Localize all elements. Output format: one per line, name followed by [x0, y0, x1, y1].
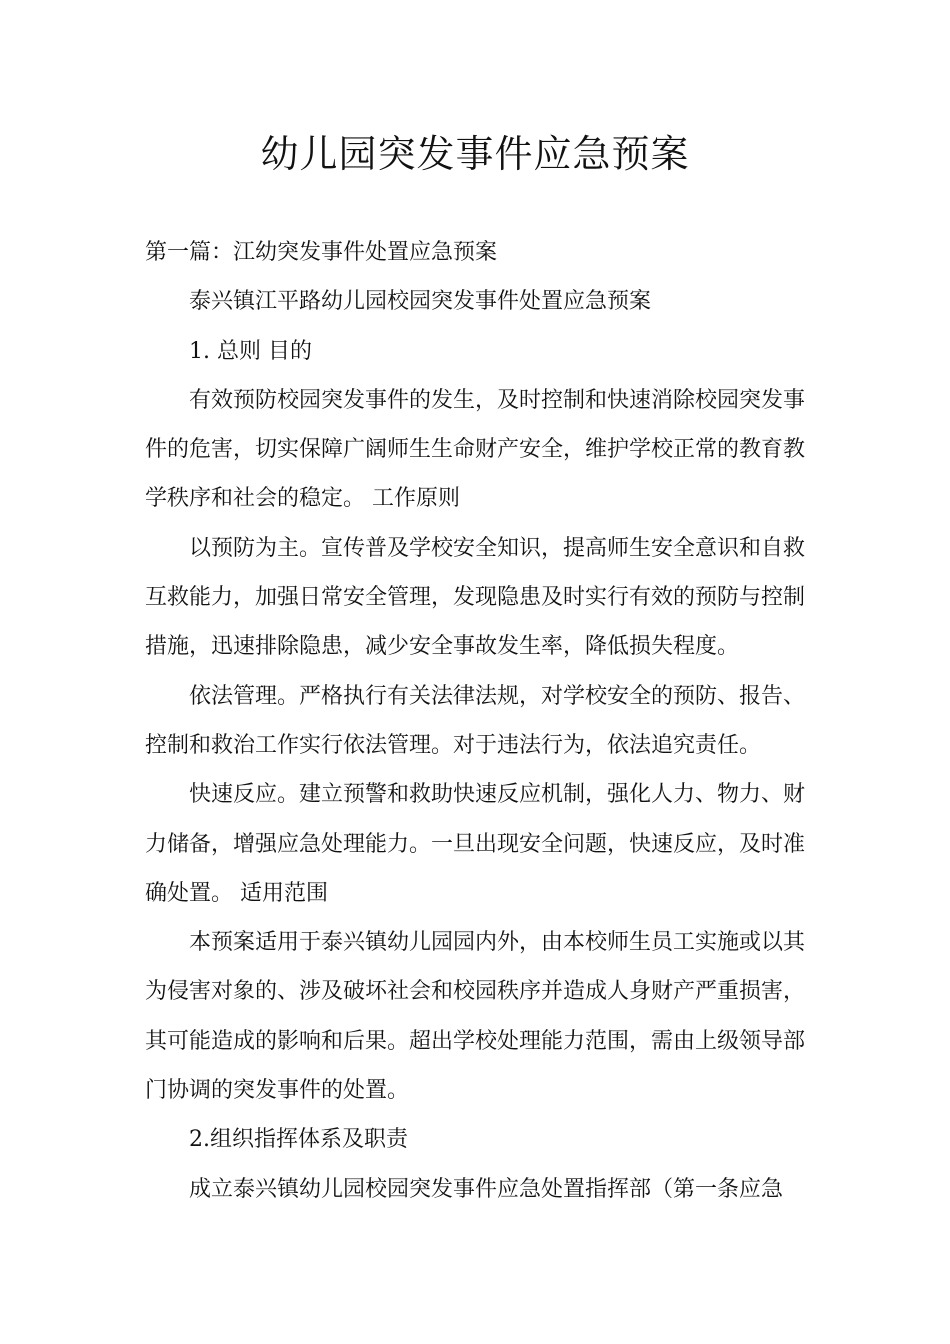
section-heading: 第一篇：江幼突发事件处置应急预案	[145, 240, 498, 265]
paragraph: 成立泰兴镇幼儿园校园突发事件应急处置指挥部（第一条应急	[189, 1176, 784, 1202]
document-title: 幼儿园突发事件应急预案	[260, 132, 690, 176]
paragraph: 以预防为主。宣传普及学校安全知识，提高师生安全意识和自救互救能力，加强日常安全管理，发现隐患及时实行有效的预防与控制措施，迅速排除隐患，减少安全事故发生率，降低损失程度。	[145, 535, 806, 660]
document-body	[145, 228, 817, 1214]
paragraph: 本预案适用于泰兴镇幼儿园园内外，由本校师生员工实施或以其为侵害对象的、涉及破坏社会和校园秩序并造成人身财产严重损害，其可能造成的影响和后果。超出学校处理能力范围，需由上级领导部门协调的突发事件的处置。	[145, 930, 806, 1104]
paragraph: 快速反应。建立预警和救助快速反应机制，强化人力、物力、财力储备，增强应急处理能力。一旦出现安全问题，快速反应，及时准确处置。 适用范围	[145, 782, 806, 906]
paragraph: 依法管理。严格执行有关法律法规，对学校安全的预防、报告、控制和救治工作实行依法管理。对于违法行为，依法追究责任。	[145, 683, 806, 758]
paragraph: 有效预防校园突发事件的发生，及时控制和快速消除校园突发事件的危害，切实保障广阔师生生命财产安全，维护学校正常的教育教学秩序和社会的稳定。 工作原则	[145, 387, 806, 512]
paragraph: 泰兴镇江平路幼儿园校园突发事件处置应急预案	[189, 289, 652, 315]
paragraph: 1. 总则 目的	[189, 338, 312, 364]
paragraph: 2.组织指挥体系及职责	[189, 1127, 408, 1153]
